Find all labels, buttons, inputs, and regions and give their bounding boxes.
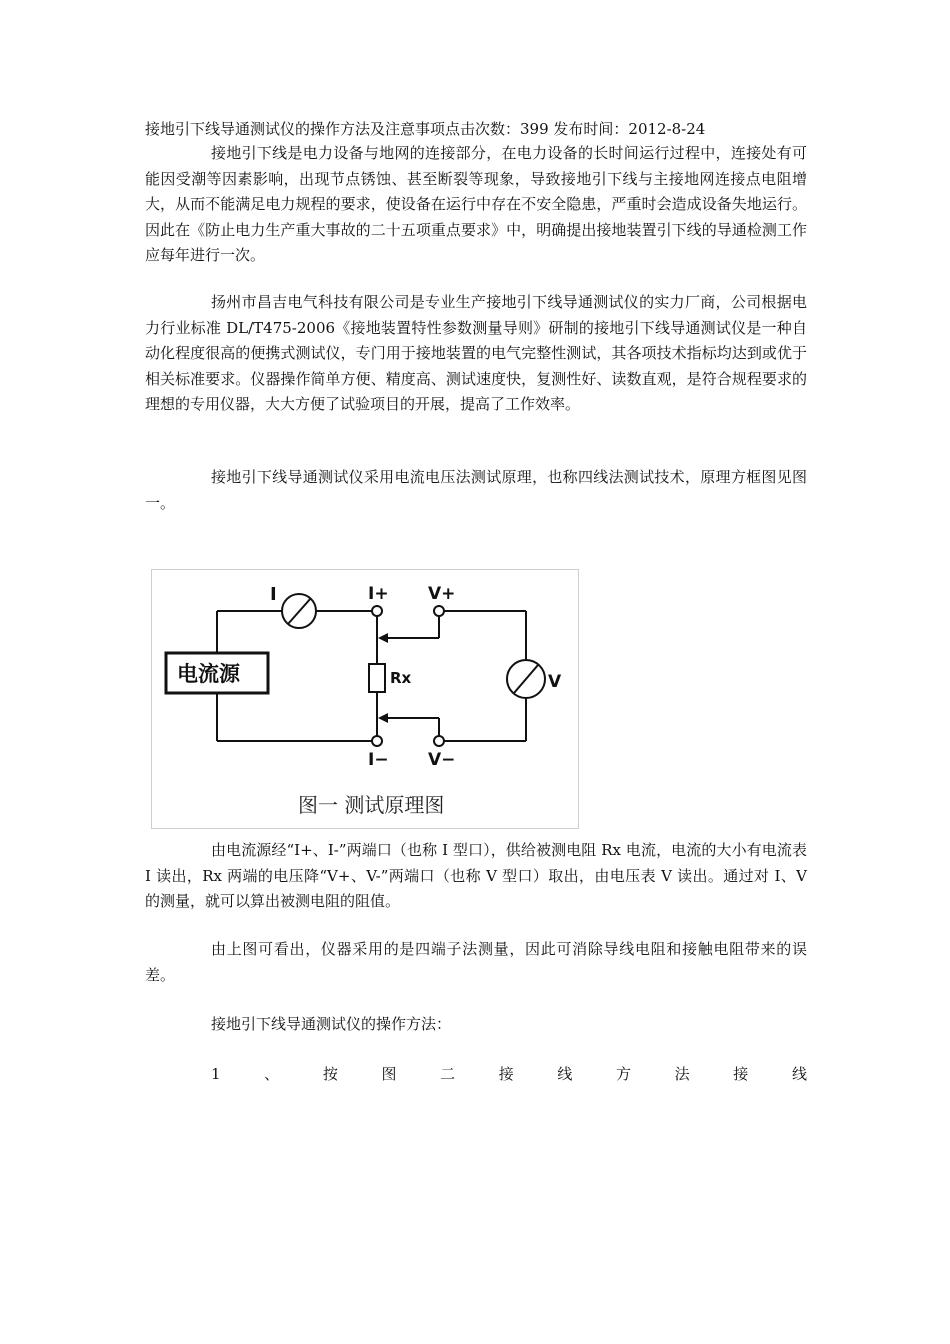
paragraph-method-heading: 接地引下线导通测试仪的操作方法： xyxy=(211,1015,452,1033)
terminal-i-minus-label: I− xyxy=(368,750,389,770)
step-1-char: 线 xyxy=(791,1065,807,1083)
terminal-i-plus-label: I+ xyxy=(368,584,389,604)
circuit-diagram xyxy=(152,570,578,828)
voltmeter-label: V xyxy=(548,672,562,692)
step-1-char: 、 xyxy=(264,1065,280,1083)
terminal-v-minus-label: V− xyxy=(428,750,456,770)
step-1-char: 二 xyxy=(440,1065,456,1083)
current-source-label: 电流源 xyxy=(177,662,240,686)
paragraph-company: 扬州市昌吉电气科技有限公司是专业生产接地引下线导通测试仪的实力厂商，公司根据电力行业标准 DL/T475-2006《接地装置特性参数测量导则》研制的接地引下线导通测试仪是一种自动化程度很高的便携式测试仪，专门用于接地装置的电气完整性测试，其各项技术指标均达到或优于相关标准要求。仪器操作简单方便、精度高、测试速度快，复测性好、读数直观，是符合规程要求的理想的专用仪器，大大方便了试验项目的开展，提高了工作效率。 xyxy=(145,293,807,413)
step-1-char: 按 xyxy=(322,1065,338,1083)
step-1-char: 接 xyxy=(498,1065,514,1083)
figure-test-principle-diagram xyxy=(151,569,579,829)
step-1-char: 接 xyxy=(733,1065,749,1083)
resistor-label: Rx xyxy=(390,669,412,687)
paragraph-intro: 接地引下线是电力设备与地网的连接部分，在电力设备的长时间运行过程中，连接处有可能因受潮等因素影响，出现节点锈蚀、甚至断裂等现象，导致接地引下线与主接地网连接点电阻增大，从而不能满足电力规程的要求，使设备在运行中存在不安全隐患，严重时会造成设备失地运行。因此在《防止电力生产重大事故的二十五项重点要求》中，明确提出接地装置引下线的导通检测工作应每年进行一次。 xyxy=(145,144,807,264)
step-1-char: 方 xyxy=(616,1065,632,1083)
step-1-char: 线 xyxy=(557,1065,573,1083)
paragraph-explanation: 由电流源经“I+、I-”两端口（也称 I 型口），供给被测电阻 Rx 电流，电流的大小有电流表 I 读出，Rx 两端的电压降“V+、V-”两端口（也称 V 型口）取出，由电压表 V 读出。通过对 I、V 的测量，就可以算出被测电阻的阻值。 xyxy=(145,841,807,910)
resistor-rx xyxy=(369,664,385,692)
terminal-v-plus-label: V+ xyxy=(428,584,456,604)
ammeter-label: I xyxy=(270,584,277,605)
paragraph-principle: 接地引下线导通测试仪采用电流电压法测试原理，也称四线法测试技术，原理方框图见图一。 xyxy=(145,468,807,512)
document-title-line: 接地引下线导通测试仪的操作方法及注意事项点击次数：399 发布时间：2012-8-24 xyxy=(145,120,706,138)
step-1-char: 图 xyxy=(381,1065,397,1083)
paragraph-four-terminal: 由上图可看出，仪器采用的是四端子法测量，因此可消除导线电阻和接触电阻带来的误差。 xyxy=(145,940,807,984)
step-1-char: 1 xyxy=(211,1065,221,1083)
figure-caption: 图一 测试原理图 xyxy=(298,793,445,817)
step-1-char: 法 xyxy=(674,1065,690,1083)
step-1-line xyxy=(211,1062,807,1088)
